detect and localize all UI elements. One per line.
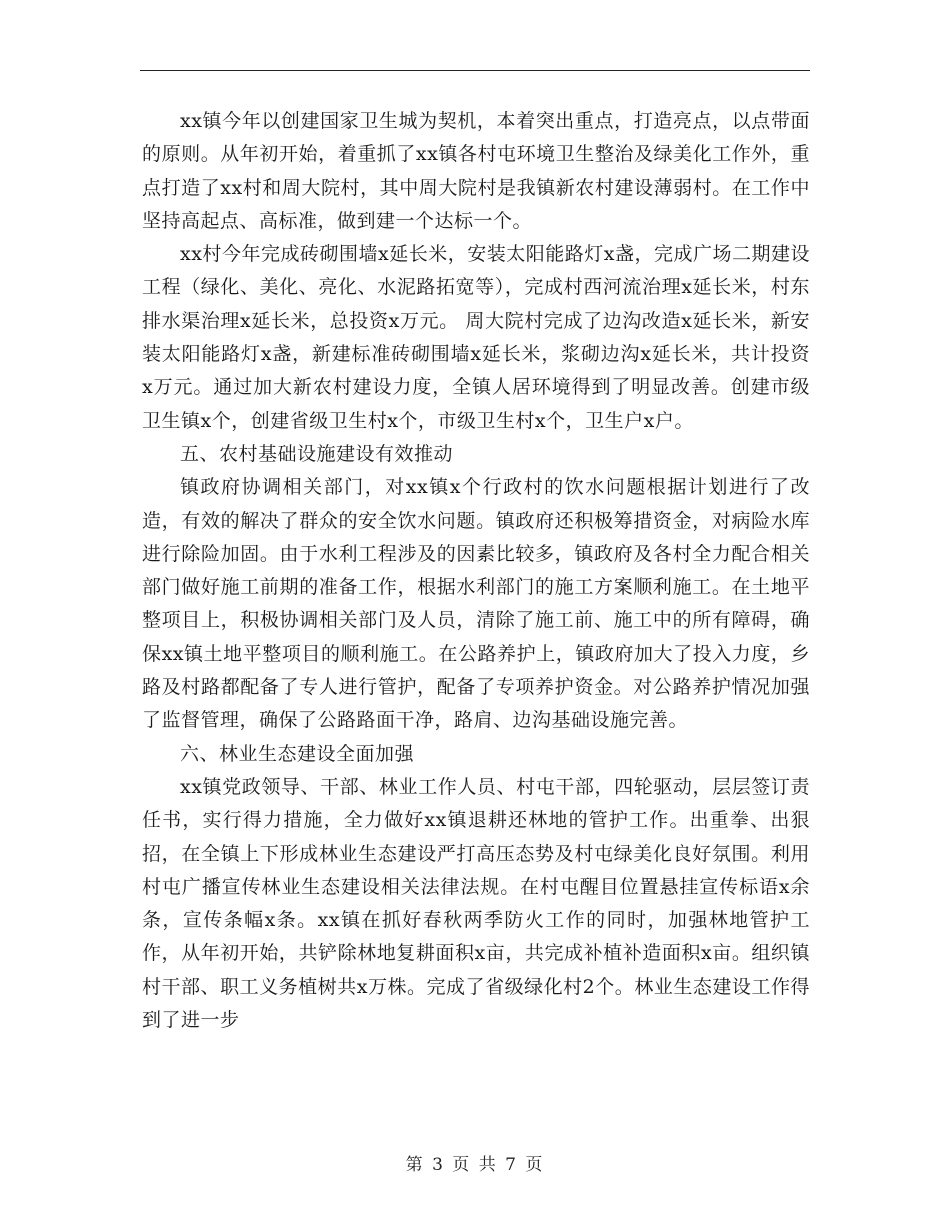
section-heading-forestry: 六、林业生态建设全面加强 <box>180 742 415 765</box>
paragraph-infrastructure: 镇政府协调相关部门，对xx镇x个行政村的饮水问题根据计划进行了改造，有效的解决了群众的安全饮水问题。镇政府还积极筹措资金，对病险水库进行除险加固。由于水利工程涉及的因素比较多，镇政府及各村全力配合相关部门做好施工前期的准备工作，根据水利部门的施工方案顺利施工。在土地平整项目上，积极协调相关部门及人员，清除了施工前、施工中的所有障碍，确保xx镇土地平整项目的顺利施工。在公路养护上，镇政府加大了投入力度，乡路及村路都配备了专人进行管护，配备了专项养护资金。对公路养护情况加强了监督管理，确保了公路路面干净，路肩、边沟基础设施完善。 <box>142 476 810 732</box>
document-body <box>142 105 810 1037</box>
header-rule <box>140 70 810 71</box>
paragraph-sanitation-campaign: xx镇今年以创建国家卫生城为契机，本着突出重点，打造亮点，以点带面的原则。从年初开始，着重抓了xx镇各村屯环境卫生整治及绿美化工作外，重点打造了xx村和周大院村，其中周大院村是我镇新农村建设薄弱村。在工作中坚持高起点、高标准，做到建一个达标一个。 <box>142 110 810 232</box>
paragraph-village-construction: xx村今年完成砖砌围墙x延长米，安装太阳能路灯x盏，完成广场二期建设工程（绿化、美化、亮化、水泥路拓宽等），完成村西河流治理x延长米，村东排水渠治理x延长米，总投资x万元。 周大院村完成了边沟改造x延长米，新安装太阳能路灯x盏，新建标准砖砌围墙x延长米，浆砌边沟x延长米，共计投资x万元。通过加大新农村建设力度，全镇人居环境得到了明显改善。创建市级卫生镇x个，创建省级卫生村x个，市级卫生村x个，卫生户x户。 <box>142 243 810 432</box>
section-heading-infrastructure: 五、农村基础设施建设有效推动 <box>180 442 454 465</box>
paragraph-forestry: xx镇党政领导、干部、林业工作人员、村屯干部，四轮驱动，层层签订责任书，实行得力措施，全力做好xx镇退耕还林地的管护工作。出重拳、出狠招，在全镇上下形成林业生态建设严打高压态势及村屯绿美化良好氛围。利用村屯广播宣传林业生态建设相关法律法规。在村屯醒目位置悬挂宣传标语x余条，宣传条幅x条。xx镇在抓好春秋两季防火工作的同时，加强林地管护工作，从年初开始，共铲除林地复耕面积x亩，共完成补植补造面积x亩。组织镇村干部、职工义务植树共x万株。完成了省级绿化村2个。林业生态建设工作得到了进一步 <box>142 775 810 1032</box>
page-number-footer: 第 3 页 共 7 页 <box>405 1155 545 1175</box>
